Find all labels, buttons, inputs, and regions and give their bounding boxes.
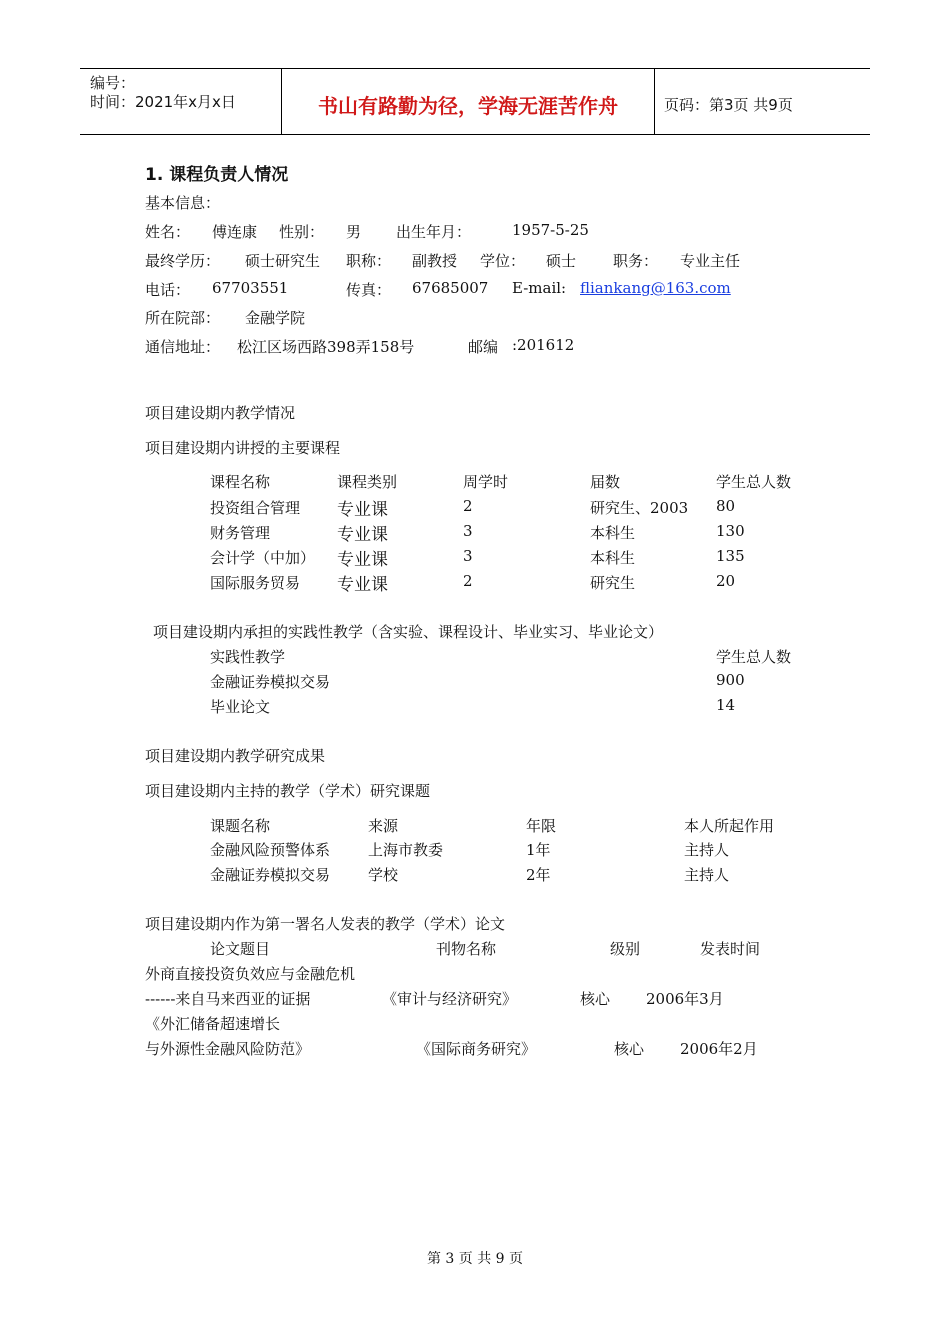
title-value: 副教授 <box>412 252 458 270</box>
course-cell: 135 <box>716 547 745 565</box>
research-heading: 项目建设期内教学研究成果 <box>145 747 326 765</box>
page-footer: 第 3 页 共 9 页 <box>426 1251 524 1267</box>
degree-label: 学位： <box>480 252 526 270</box>
header-bottom-rule <box>80 134 870 135</box>
post-label: 职务： <box>613 252 659 270</box>
course-cell: 专业课 <box>337 550 388 570</box>
course-cell: 3 <box>463 522 473 540</box>
practice-cell: 金融证券模拟交易 <box>210 673 331 691</box>
name-value: 傅连康 <box>212 223 258 241</box>
paper-journal: 《审计与经济研究》 <box>382 990 518 1008</box>
course-cell: 会计学（中加） <box>210 549 316 567</box>
fax-value: 67685007 <box>412 279 489 297</box>
paper-title-line: 外商直接投资负效应与金融危机 <box>145 965 356 983</box>
degree-value: 硕士 <box>546 252 577 270</box>
course-header: 周学时 <box>463 473 509 491</box>
course-cell: 财务管理 <box>210 524 271 542</box>
course-cell: 130 <box>716 522 745 540</box>
dept-label: 所在院部： <box>145 309 221 327</box>
paper-date: 2006年3月 <box>646 990 724 1008</box>
course-cell: 投资组合管理 <box>210 499 301 517</box>
birth-label: 出生年月： <box>396 223 472 241</box>
course-cell: 本科生 <box>590 524 636 542</box>
address-value: 松江区场西路398弄158号 <box>237 338 415 356</box>
course-header: 课程类别 <box>337 473 398 491</box>
paper-header: 级别 <box>610 940 641 958</box>
page-header <box>80 68 870 135</box>
birth-value: 1957-5-25 <box>512 221 589 239</box>
project-header: 来源 <box>368 817 399 835</box>
paper-level: 核心 <box>580 990 611 1008</box>
fax-label: 传真： <box>346 281 392 299</box>
course-cell: 国际服务贸易 <box>210 574 301 592</box>
course-cell: 80 <box>716 497 736 515</box>
practice-cell: 14 <box>716 696 736 714</box>
teaching-heading: 项目建设期内教学情况 <box>145 404 296 422</box>
course-cell: 2 <box>463 572 473 590</box>
project-header: 课题名称 <box>210 817 271 835</box>
course-cell: 研究生、2003 <box>590 499 689 517</box>
header-time: 时间：2021年x月x日 <box>90 93 236 111</box>
course-cell: 研究生 <box>590 574 636 592</box>
zip-label: 邮编 <box>468 338 499 356</box>
paper-title-line: 《外汇储备超速增长 <box>145 1015 281 1033</box>
paper-header: 发表时间 <box>700 940 761 958</box>
course-cell: 专业课 <box>337 500 388 520</box>
header-divider <box>654 68 655 135</box>
practice-header: 学生总人数 <box>716 648 792 666</box>
practice-cell: 毕业论文 <box>210 698 271 716</box>
dept-value: 金融学院 <box>245 309 306 327</box>
paper-header: 刊物名称 <box>436 940 497 958</box>
post-value: 专业主任 <box>680 252 741 270</box>
project-cell: 主持人 <box>684 866 730 884</box>
practice-heading: 项目建设期内承担的实践性教学（含实验、课程设计、毕业实习、毕业论文） <box>153 623 664 641</box>
title-label: 职称： <box>346 252 392 270</box>
email-link[interactable]: fliankang@163.com <box>580 279 731 297</box>
name-label: 姓名： <box>145 223 191 241</box>
education-value: 硕士研究生 <box>245 252 321 270</box>
section-title: 1. 课程负责人情况 <box>145 165 289 185</box>
papers-heading: 项目建设期内作为第一署名人发表的教学（学术）论文 <box>145 915 506 933</box>
phone-value: 67703551 <box>212 279 289 297</box>
project-cell: 上海市教委 <box>368 841 444 859</box>
course-cell: 3 <box>463 547 473 565</box>
courses-heading: 项目建设期内讲授的主要课程 <box>145 439 341 457</box>
project-cell: 2年 <box>526 866 551 884</box>
header-page-number: 页码：第3页 共9页 <box>664 96 793 114</box>
projects-heading: 项目建设期内主持的教学（学术）研究课题 <box>145 782 431 800</box>
basic-info-heading: 基本信息： <box>145 194 221 212</box>
course-header: 学生总人数 <box>716 473 792 491</box>
course-cell: 专业课 <box>337 525 388 545</box>
course-header: 课程名称 <box>210 473 271 491</box>
project-cell: 金融风险预警体系 <box>210 841 331 859</box>
practice-cell: 900 <box>716 671 745 689</box>
practice-header: 实践性教学 <box>210 648 286 666</box>
paper-date: 2006年2月 <box>680 1040 758 1058</box>
address-label: 通信地址： <box>145 338 221 356</box>
zip-value: :201612 <box>512 336 575 354</box>
course-cell: 20 <box>716 572 736 590</box>
email-label: E-mail: <box>512 279 567 297</box>
header-code: 编号： <box>90 74 136 92</box>
course-cell: 2 <box>463 497 473 515</box>
course-header: 届数 <box>590 473 621 491</box>
gender-value: 男 <box>346 223 362 241</box>
paper-journal: 《国际商务研究》 <box>416 1040 537 1058</box>
project-cell: 主持人 <box>684 841 730 859</box>
course-cell: 专业课 <box>337 575 388 595</box>
project-header: 年限 <box>526 817 557 835</box>
paper-header: 论文题目 <box>210 940 271 958</box>
project-header: 本人所起作用 <box>684 817 775 835</box>
paper-title-line: 与外源性金融风险防范》 <box>145 1040 311 1058</box>
project-cell: 金融证券模拟交易 <box>210 866 331 884</box>
project-cell: 1年 <box>526 841 551 859</box>
education-label: 最终学历： <box>145 252 221 270</box>
phone-label: 电话： <box>145 281 191 299</box>
header-motto: 书山有路勤为径，学海无涯苦作舟 <box>318 94 618 118</box>
paper-level: 核心 <box>614 1040 645 1058</box>
paper-title-line: ------来自马来西亚的证据 <box>145 990 311 1008</box>
course-cell: 本科生 <box>590 549 636 567</box>
gender-label: 性别： <box>279 223 325 241</box>
header-top-rule <box>80 68 870 69</box>
project-cell: 学校 <box>368 866 399 884</box>
